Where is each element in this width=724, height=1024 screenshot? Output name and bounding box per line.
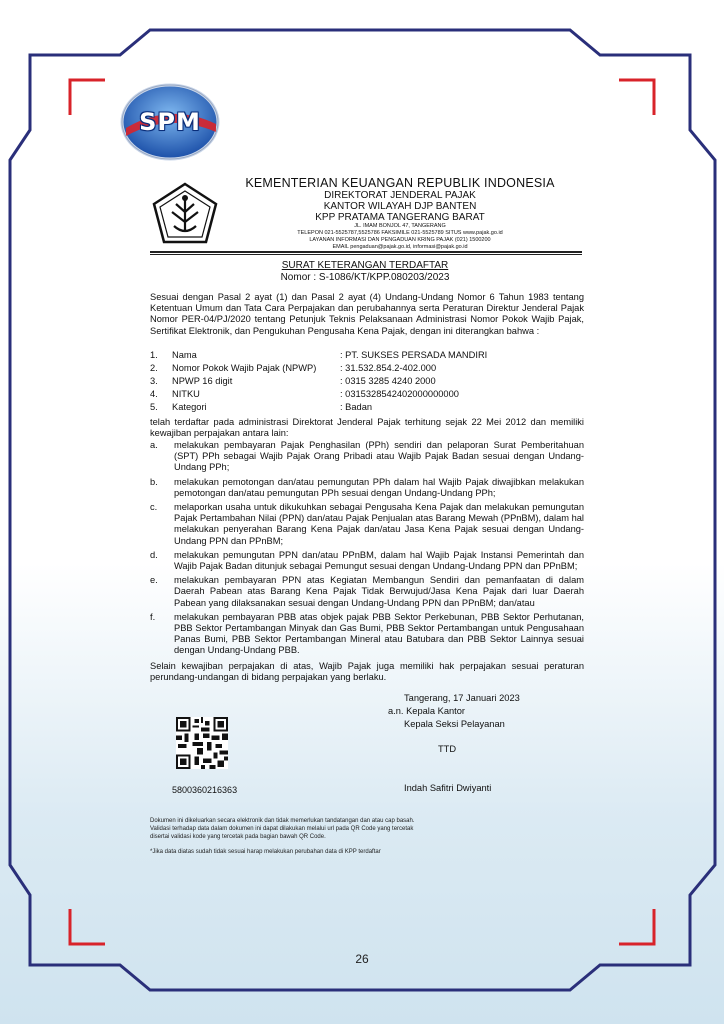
corner-top-right [619,80,654,115]
regional-office: KANTOR WILAYAH DJP BANTEN [323,201,477,212]
list-text: melakukan pemungutan PPN dan/atau PPnBM, dalam hal Wajib Pajak Instansi Pemerintah dan Wajib Pajak Badan ditunjuk sebagai Pemungut sesuai dengan Undang-Undang PPN dan PPnBM; [174,549,584,572]
phone-line: TELEPON 021-5525787,5525786 FAKSIMILE 021-5525789 SITUS www.pajak.go.id [297,230,503,236]
field-label: Nama [172,350,197,360]
qr-code-number: 5800360216363 [172,785,238,795]
document-title: SURAT KETERANGAN TERDAFTAR [281,260,449,271]
list-marker: f. [150,611,156,622]
document-number: Nomor : S-1086/KT/KPP.080203/2023 [280,272,450,283]
taxpayer-fields [150,349,584,414]
footnote-validation: Validasi terhadap data dalam dokumen ini dapat dilakukan melalui url pada QR Code yang tercetak [150,826,414,832]
field-number: 2. [150,363,158,373]
footnote-change: *Jika data diatas sudah tidak sesuai harap melakukan perubahan data di KPP terdaftar [150,849,381,855]
field-number: 4. [150,389,158,399]
field-number: 1. [150,350,158,360]
list-item [150,575,584,609]
field-label: Nomor Pokok Wajib Pajak (NPWP) [172,363,317,373]
address-line: JL. IMAM BONJOL 47, TANGERANG [354,223,446,229]
list-item [150,612,584,657]
field-row [150,375,584,388]
ttd-label: TTD [438,744,457,754]
info-line: LAYANAN INFORMASI DAN PENGADUAN KRING PAJAK (021) 1500200 [309,237,491,243]
logo-text: SPM [139,108,201,136]
list-marker: b. [150,476,158,487]
field-row [150,362,584,375]
on-behalf-label: a.n. Kepala Kantor [388,706,466,716]
field-row [150,349,584,362]
field-number: 3. [150,376,158,386]
ministry-name: KEMENTERIAN KEUANGAN REPUBLIK INDONESIA [245,176,555,190]
list-marker: a. [150,440,158,450]
field-value: : 31.532.854.2-402.000 [340,363,437,373]
field-value: : 0315 3285 4240 2000 [340,376,436,386]
field-value: : PT. SUKSES PERSADA MANDIRI [340,350,488,360]
list-marker: c. [150,502,158,513]
page-number: 26 [355,952,369,966]
list-text: melakukan pemotongan dan/atau pemungutan PPh dalam hal Wajib Pajak diwajibkan melakukan pemotongan dan/atau pemungutan PPh sesuai dengan Undang-Undang PPh; [174,476,584,498]
corner-top-left [70,80,105,115]
corner-bottom-left [70,909,105,944]
field-label: NITKU [172,389,200,399]
list-item [150,477,584,499]
closing-paragraph: Selain kewajiban perpajakan di atas, Wajib Pajak juga memiliki hak perpajakan sesuai peraturan perundang-undangan di bidang perpajakan yang berlaku. [150,661,584,683]
field-row [150,388,584,401]
letterhead [240,176,560,251]
field-value: : Badan [340,402,373,412]
list-item [150,502,584,547]
document-title-block [240,260,490,284]
directorate-name: DIREKTORAT JENDERAL PAJAK [324,190,476,201]
field-number: 5. [150,402,158,412]
list-text: melaporkan usaha untuk dikukuhkan sebagai Pengusaha Kena Pajak dan melakukan pemungutan Pajak Pertambahan Nilai (PPN) dan/atau Pajak Penjualan atas Barang Mewah (PPnBM), dalam hal melakukan penyerahan Barang Kena Pajak dan/atau Jasa Kena Pajak sesuai dengan Undang-Undang PPN dan PPnBM; [174,502,584,546]
field-label: NPWP 16 digit [172,376,233,386]
field-row [150,401,584,414]
signer-position: Kepala Seksi Pelayanan [404,719,505,729]
header-rule-thin [150,254,582,255]
header-rule [150,251,582,253]
obligations-list [150,440,584,660]
tax-office: KPP PRATAMA TANGERANG BARAT [315,212,485,223]
qr-code [176,717,228,769]
field-label: Kategori [172,402,207,412]
list-marker: d. [150,549,158,560]
list-text: melakukan pembayaran Pajak Penghasilan (PPh) sendiri dan pelaporan Surat Pemberitahuan (SPT) PPh sebagai Wajib Pajak Orang Pribadi atau Wajib Pajak Badan sesuai dengan Undang-Undang PPh; [174,440,584,473]
field-value: : 0315328542402000000000 [340,389,459,399]
kemenkeu-emblem-icon [150,182,220,246]
place-date: Tangerang, 17 Januari 2023 [404,693,520,703]
registration-paragraph: telah terdaftar pada administrasi Direktorat Jenderal Pajak terhitung sejak 22 Mei 2012 dan memiliki kewajiban perpajakan antara lain: [150,417,584,439]
footnote-electronic: Dokumen ini dikeluarkan secara elektronik dan tidak memerlukan tandatangan dan atau cap basah. [150,818,415,824]
list-item [150,550,584,572]
list-text: melakukan pembayaran PPN atas Kegiatan Membangun Sendiri dan pemanfaatan di dalam Daerah Pabean atas Barang Kena Pajak Tidak Berwujud/Jasa Kena Pajak dari luar Daerah Pabean yang dilaksanakan sesuai dengan Undang-Undang PPN dan PPnBM; dan/atau [174,575,584,608]
list-marker: e. [150,575,158,586]
signer-name: Indah Safitri Dwiyanti [404,783,492,793]
intro-paragraph: Sesuai dengan Pasal 2 ayat (1) dan Pasal 2 ayat (4) Undang-Undang Nomor 6 Tahun 1983 tentang Ketentuan Umum dan Tata Cara Perpajakan dan perubahannya serta Peraturan Direktur Jenderal Pajak Nomor PER-04/PJ/2020 tentang Petunjuk Teknis Pelaksanaan Administrasi Nomor Pokok Wajib Pajak, Sertifikat Elektronik, dan Pengukuhan Pengusaha Kena Pajak, dengan ini diterangkan bahwa : [150,292,584,336]
list-text: melakukan pembayaran PBB atas objek pajak PBB Sektor Perkebunan, PBB Sektor Perhutanan, PBB Sektor Pertambangan Minyak dan Gas Bumi, PBB Sektor Pertambangan untuk Pengusahaan Panas Bumi, PBB Sektor Pertambangan Mineral atau Batubara dan PBB Sektor Lainnya sesuai dengan Undang-Undang PBB. [174,611,584,656]
list-item [150,440,584,474]
footnote-qr: disertai validasi kode yang tercetak pada bagian bawah QR Code. [150,834,326,840]
corner-bottom-right [619,909,654,944]
email-line: EMAIL pengaduan@pajak.go.id, informasi@pajak.go.id [332,244,468,250]
